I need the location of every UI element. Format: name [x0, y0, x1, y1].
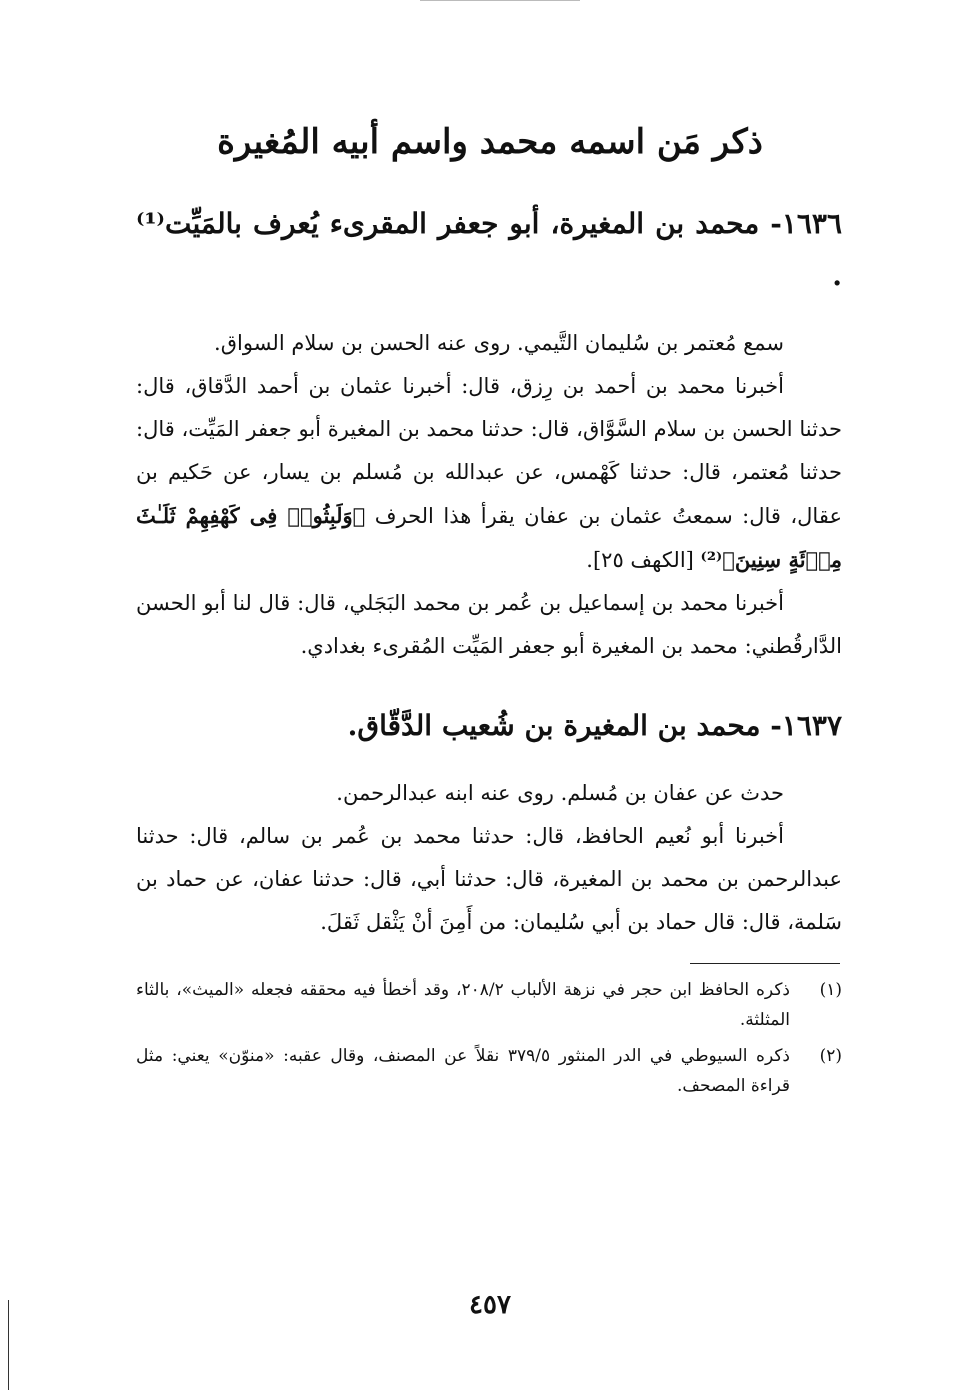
footnotes: [136, 975, 842, 1107]
scan-edge-line: [8, 1300, 9, 1390]
entry-1636-paragraph-2: [136, 365, 842, 582]
footnote-number: (٢): [819, 1046, 842, 1066]
entry-heading-1636: ١٦٣٦- محمد بن المغيرة، أبو جعفر المقرىء يُعرف بالمَيِّت⁽¹⁾ .: [136, 207, 842, 292]
entry-1636-body: [136, 322, 842, 668]
entry-heading-1637: ١٦٣٧- محمد بن المغيرة بن شُعيب الدَّقّاق.: [347, 709, 842, 742]
page-number: ٤٥٧: [469, 1290, 511, 1320]
quran-verse: ﴿وَلَبِثُوا۟ فِى كَهْفِهِمْ ثَلَـٰثَ مِا۟ئَةٍ سِنِينَ﴾⁽²⁾: [136, 503, 842, 572]
entry-1637-body: [136, 772, 842, 944]
entry-1636-paragraph-3: أخبرنا محمد بن إسماعيل بن عُمر بن محمد البَجَلي، قال: قال لنا أبو الحسن الدَّارقُطني: محمد بن المغيرة أبو جعفر المَيِّت المُقرىء بغدادي.: [136, 591, 842, 658]
entry-1636-paragraph-1: سمع مُعتمر بن سُليمان التَّيمي. روى عنه الحسن بن سلام السواق.: [214, 331, 784, 355]
scan-header-marks: [420, 0, 580, 9]
footnote-2: [136, 1041, 842, 1101]
entry-1637-paragraph-2: أخبرنا أبو نُعيم الحافظ، قال: حدثنا محمد بن عُمر بن سالم، قال: حدثنا عبدالرحمن بن محمد بن المغيرة، قال: حدثنا أبي، قال: حدثنا عفان، عن حماد بن سَلمة، قال: قال حماد بن أبي سُليمان: من أَمِنَ أنْ يَثْقل ثَقلَ.: [136, 824, 842, 934]
footnote-text: ذكره الحافظ ابن حجر في نزهة الألباب ٢٠٨/٢، وقد أخطأ فيه محققه فجعله «الميث»، بالثاء المثلثة.: [136, 980, 790, 1030]
footnote-1: [136, 975, 842, 1035]
footnote-number: (١): [819, 980, 842, 1000]
footnote-text: ذكره السيوطي في الدر المنثور ٣٧٩/٥ نقلاً عن المصنف، وقال عقبه: «منوّن» يعني: مثل قراءة المصحف.: [136, 1046, 790, 1096]
verse-reference: [الكهف ٢٥].: [586, 548, 694, 572]
entry-1637-paragraph-1: حدث عن عفان بن مُسلم. روى عنه ابنه عبدالرحمن.: [336, 781, 784, 805]
footnote-separator: [690, 963, 840, 964]
section-title: ذكر مَن اسمه محمد واسم أبيه المُغيرة: [217, 122, 763, 162]
entry-1636-isnad: أخبرنا محمد بن أحمد بن رِزق، قال: أخبرنا عثمان بن أحمد الدَّقاق، قال: حدثنا الحسن بن سلام السَّوَّاق، قال: حدثنا محمد بن المغيرة أبو جعفر المَيِّت، قال: حدثنا مُعتمر، قال: حدثنا كَهْمس، عن عبدالله بن مُسلم بن يسار، عن حَكيم بن عقال، قال: سمعتُ عثمان بن عفان يقرأ هذا الحرف: [136, 374, 842, 528]
